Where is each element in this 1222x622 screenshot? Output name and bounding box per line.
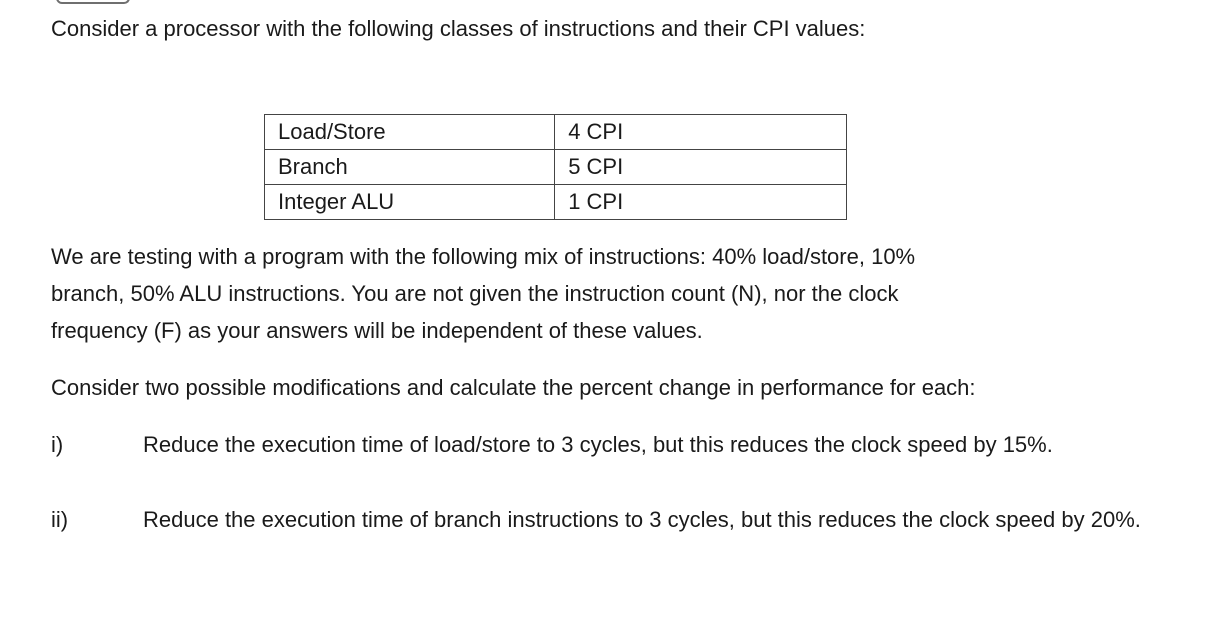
- instruction-class-cell: Load/Store: [265, 115, 555, 150]
- instruction-mix-paragraph: [51, 238, 915, 349]
- list-marker: ii): [51, 507, 69, 532]
- paragraph-line: We are testing with a program with the following mix of instructions: 40% load/store, 10%: [51, 244, 916, 269]
- instruction-class-cell: Branch: [265, 150, 555, 185]
- instruction-class-cell: Integer ALU: [265, 185, 555, 220]
- cpi-value-cell: 5 CPI: [555, 150, 847, 185]
- cpi-value-cell: 1 CPI: [555, 185, 847, 220]
- modification-text: Reduce the execution time of load/store to 3 cycles, but this reduces the clock speed by 15%.: [143, 432, 1053, 457]
- table-row: [265, 150, 847, 185]
- question-text: Consider two possible modifications and calculate the percent change in performance for each:: [51, 375, 976, 400]
- list-marker: i): [51, 432, 64, 457]
- cropped-heading-mark: [56, 0, 130, 4]
- cpi-value-cell: 4 CPI: [555, 115, 847, 150]
- cpi-table: [264, 114, 847, 220]
- paragraph-line: frequency (F) as your answers will be independent of these values.: [51, 318, 703, 343]
- intro-text: Consider a processor with the following classes of instructions and their CPI values:: [51, 16, 866, 41]
- table-row: [265, 115, 847, 150]
- paragraph-line: branch, 50% ALU instructions. You are not given the instruction count (N), nor the clock: [51, 281, 899, 306]
- modification-text: Reduce the execution time of branch instructions to 3 cycles, but this reduces the clock speed by 20%.: [143, 507, 1141, 532]
- table-row: [265, 185, 847, 220]
